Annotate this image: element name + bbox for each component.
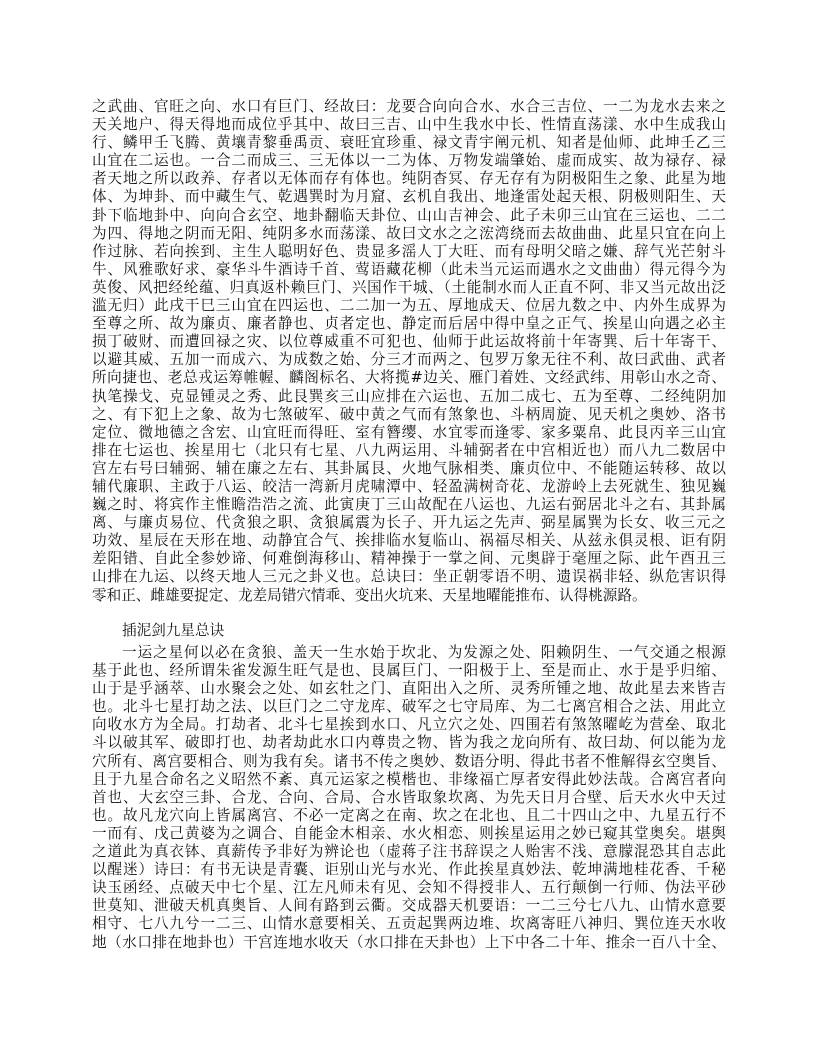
- paragraph-1: [92, 98, 726, 605]
- text-line: 滥无归）此戌干巳三山宜在四运也、二二加一为五、厚地成天、位居九数之中、内外生成界为: [92, 297, 726, 315]
- text-line: 斗以破其军、破即打也、劫者劫此水口内尊贵之物、皆为我之龙向所有、故曰劫、何以能为龙: [92, 734, 726, 752]
- text-line: 基于此也、经所谓朱雀发源生旺气是也、艮属巨门、一阳极于上、至是而止、水于是乎归缩、: [92, 662, 726, 680]
- text-line: 一运之星何以必在贪狼、盖天一生水始于坎北、为发源之处、阳赖阴生、一气交通之根源: [122, 644, 726, 661]
- section-heading: 插泥剑九星总诀: [122, 622, 225, 639]
- text-line: 至尊之所、故为廉贞、廉者静也、贞者定也、静定而后居中得中皇之正气、挨星山向遇之必主: [92, 315, 726, 333]
- text-line: 以醒迷）诗曰：有书无诀是青囊、讵别山光与水光、作此挨星真妙法、乾坤满地桂花香、千秘: [92, 861, 726, 879]
- text-line: 地（水口排在地卦也）干宫连地水收天（水口排在天卦也）上下中各二十年、推余一百八十全、: [92, 933, 726, 951]
- text-line: 损丁破财、而遭回禄之灾、以位尊威重不可犯也、仙师于此运故将前十年寄巽、后十年寄干、: [92, 333, 726, 351]
- text-line: 也。北斗七星打劫之法、以巨门之二守龙库、破军之七守局库、为二七离宫相合之法、用此立: [92, 698, 726, 716]
- text-line: 巍之时、将宾作主惟瞻浩浩之流、此寅庚丁三山故配在八运也、九运右弼居北斗之右、其卦属: [92, 496, 726, 514]
- text-line: 功效、星辰在天形在地、动静宜合气、挨排临水复临山、祸福尽相关、从兹永俱灵根、讵有阴: [92, 532, 726, 550]
- text-line: 之武曲、官旺之向、水口有巨门、经故曰：龙要合向向合水、水合三吉位、一二为龙水去来之: [92, 98, 726, 115]
- text-line: 天关地户、得天得地而成位乎其中、故曰三吉、山中生我水中长、性情直荡漾、水中生成我山: [92, 116, 726, 134]
- text-line: 体、为坤卦、而中藏生气、乾遇巽时为月窟、玄机自我出、地逢雷处起天根、阴极则阳生、天: [92, 188, 726, 206]
- text-line: 之、有下犯上之象、故为七煞破军、破中黄之气而有煞象也、斗柄周旋、见天机之奥妙、洛书: [92, 405, 726, 423]
- text-line: 诀玉函经、点破天中七个星、江左凡师未有见、会知不得授非人、五行颠倒一行师、伪法平砂: [92, 879, 726, 897]
- text-line: 相守、七八九兮一二三、山情水意要相关、五贡起巽两边堆、坎离寄旺八神归、巽位连天水收: [92, 915, 726, 933]
- text-line: 一而有、戊己黄婆为之调合、自能金木相亲、水火相恋、则挨星运用之妙已窥其堂奥矣。堪舆: [92, 824, 726, 842]
- text-line: 差阳错、自此全参妙谛、何难倒海移山、精神操于一掌之间、元奥辟于毫厘之际、此午酉丑三: [92, 550, 726, 568]
- text-line: 之道此为真衣钵、真薪传予非好为辨论也（虚蒋子注书辞误之人贻害不浅、意朦混恐其自志此: [92, 843, 726, 861]
- text-line: 行、鳞甲壬飞腾、黄壤青黎垂禹贡、衰旺宜珍重、禄文青宇阐元机、知者是仙师、此坤壬乙三: [92, 134, 726, 152]
- text-line: 排在七运也、挨星用七（北只有七星、八九两运用、斗辅弼者在中宫相近也）而八九二数居中: [92, 441, 726, 459]
- text-line: 以避其威、五加一而成六、为成数之始、分三才而两之、包罗万象无往不利、故曰武曲、武者: [92, 351, 726, 369]
- text-line: 穴所有、离宫要相合、则为我有矣。诸书不传之奥妙、数语分明、得此书者不惟解得玄空奥旨、: [92, 752, 726, 770]
- text-line: 所向捷也、老总戎运筹帷幄、麟阁标名、大将揽#边关、雁门着姓、文经武纬、用彰山水之奇、: [92, 369, 726, 387]
- text-line: 零和正、雌雄要捉定、龙差局错穴情乖、变出火坑来、天星地曜能推布、认得桃源路。: [92, 586, 647, 604]
- text-line: 山宜在二运也。一合二而成三、三无体以一二为体、万物发端肇始、虚而成实、故为禄存、禄: [92, 152, 726, 170]
- text-line: 向收水方为全局。打劫者、北斗七星挨到水口、凡立穴之处、四围若有煞煞曜屹为营垒、取北: [92, 716, 726, 734]
- text-line: 卦下临地卦中、向向合玄空、地卦翻临天卦位、山山吉神会、此子未卯三山宜在三运也、二二: [92, 206, 726, 224]
- text-line: 作过脉、若向挨到、主生人聪明好色、贵显多滛人丁大旺、而有母明父暗之嫌、辞气光芒射斗: [92, 242, 726, 260]
- text-line: 执笔操戈、克显锺灵之秀、此艮巽亥三山应排在六运也、五加二成七、五为至尊、二经纯阴加: [92, 387, 726, 405]
- text-line: 山排在九运、以终天地人三元之卦义也。总诀曰：坐正朝零语不明、遗误祸非轻、纵危害识得: [92, 568, 726, 586]
- text-line: 也。故凡龙穴向上皆属离宫、不必一定离之在南、坎之在北也、且二十四山之中、九星五行不: [92, 806, 726, 824]
- text-line: 世莫知、泄破天机真奥旨、人间有路到云衢。交成器天机要语：一二三兮七八九、山情水意要: [92, 897, 726, 915]
- text-line: 牛、风雅歌好求、豪华斗牛酒诗千首、莺语藏花柳（此未当元运而遇水之文曲曲）得元得今为: [92, 260, 726, 278]
- text-line: 山于是乎涵萃、山水聚会之处、如玄牡之门、直阳出入之所、灵秀所锺之地、故此星去来皆吉: [92, 680, 726, 698]
- text-line: 定位、微地德之含宏、山宜旺而得旺、室有簪缨、水宜零而逢零、家多粟帛、此艮丙辛三山宜: [92, 423, 726, 441]
- text-line: 宫左右号曰辅弼、辅在廉之左右、其卦属艮、火地气脉相类、廉贞位中、不能随运转移、故以: [92, 459, 726, 477]
- text-line: 且于九星合命名之义昭然不紊、真元运家之模楷也、非缘福亡厚者安得此妙法哉。合离宫者向: [92, 770, 726, 788]
- text-line: 辅代廉职、主政于八运、皎洁一湾新月虎啸潭中、轻盈满树奇花、龙游岭上去死就生、独见巍: [92, 477, 726, 495]
- text-line: 为四、得地之阴而无阳、纯阴多水而荡漾、故曰文水之之浤湾绕而去故曲曲、此星只宜在向上: [92, 224, 726, 242]
- text-line: 英俊、风把经纶蕴、归真返朴赖巨门、兴国作干城、（土能制水而人正直不阿、非又当元故出泛: [92, 278, 726, 296]
- text-line: 者天地之所以政养、存者以无体而存有体也。纯阴杳冥、存无存有为阴极阳生之象、此星为地: [92, 170, 726, 188]
- paragraph-2: [92, 644, 726, 952]
- text-line: 离、与廉贞易位、代贪狼之职、贪狼属震为长子、开九运之先声、弼星属巽为长女、收三元之: [92, 514, 726, 532]
- text-line: 首也、大玄空三卦、合龙、合向、合局、合水皆取象坎离、为先天日月合壁、后天水火中天过: [92, 788, 726, 806]
